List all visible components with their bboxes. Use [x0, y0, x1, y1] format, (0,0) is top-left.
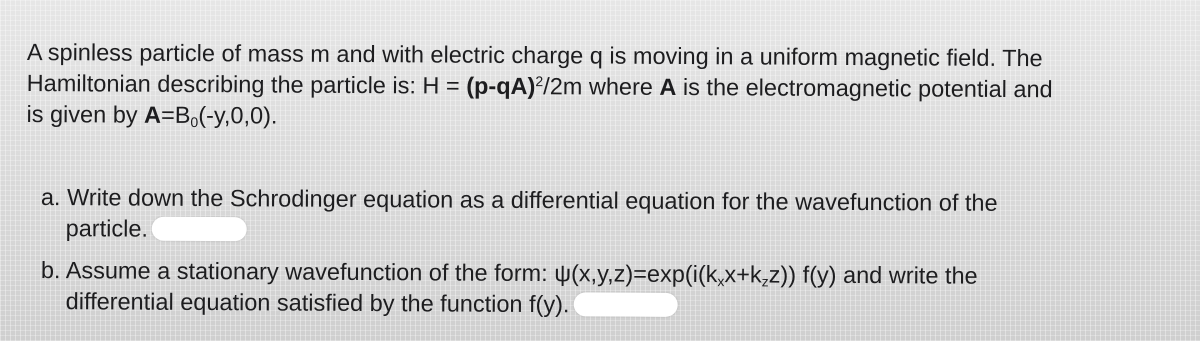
wavefunction-mid: x+k [724, 261, 762, 288]
hamiltonian-intro: Hamiltonian describing the particle is: H = [26, 69, 467, 99]
potential-equals-b: =B [160, 101, 191, 128]
question-a-line-1: a. Write down the Schrodinger equation as a differential equation for the wavefunction of the [40, 183, 998, 216]
potential-vector: (-y,0,0). [198, 102, 278, 129]
b-subscript: 0 [190, 114, 199, 131]
question-a [41, 182, 1181, 251]
question-b-line-1-end: z)) f(y) and write the [768, 261, 978, 289]
hamiltonian-exponent: 2 [535, 73, 544, 90]
potential-symbol: A [659, 73, 677, 100]
redaction-mark-2 [573, 292, 677, 317]
redaction-mark [152, 217, 247, 242]
potential-symbol-2: A [144, 101, 162, 128]
question-b-line-2 [41, 286, 1181, 324]
statement-line-1: A spinless particle of mass m and with electric charge q is moving in a uniform magnetic field. The [26, 38, 1043, 72]
statement-line-2-end: is the electromagnetic potential and [676, 73, 1053, 103]
potential-intro: is given by [26, 100, 145, 128]
question-a-line-2 [41, 213, 1181, 251]
wavefunction-args: (x,y,z)=exp(i(k [570, 260, 718, 288]
hamiltonian-denominator: /2m where [543, 73, 660, 100]
kx-subscript: x [717, 273, 725, 290]
problem-statement [26, 37, 1197, 137]
question-b [41, 255, 1181, 324]
question-b-tail: differential equation satisfied by the function f(y). [65, 288, 570, 318]
question-b-intro: b. Assume a stationary wavefunction of the form: [40, 256, 555, 287]
psi-symbol: ψ [554, 260, 572, 287]
hamiltonian-operator: (p-qA) [466, 72, 536, 100]
question-a-tail: particle. [65, 215, 149, 242]
kz-subscript: z [761, 273, 769, 290]
